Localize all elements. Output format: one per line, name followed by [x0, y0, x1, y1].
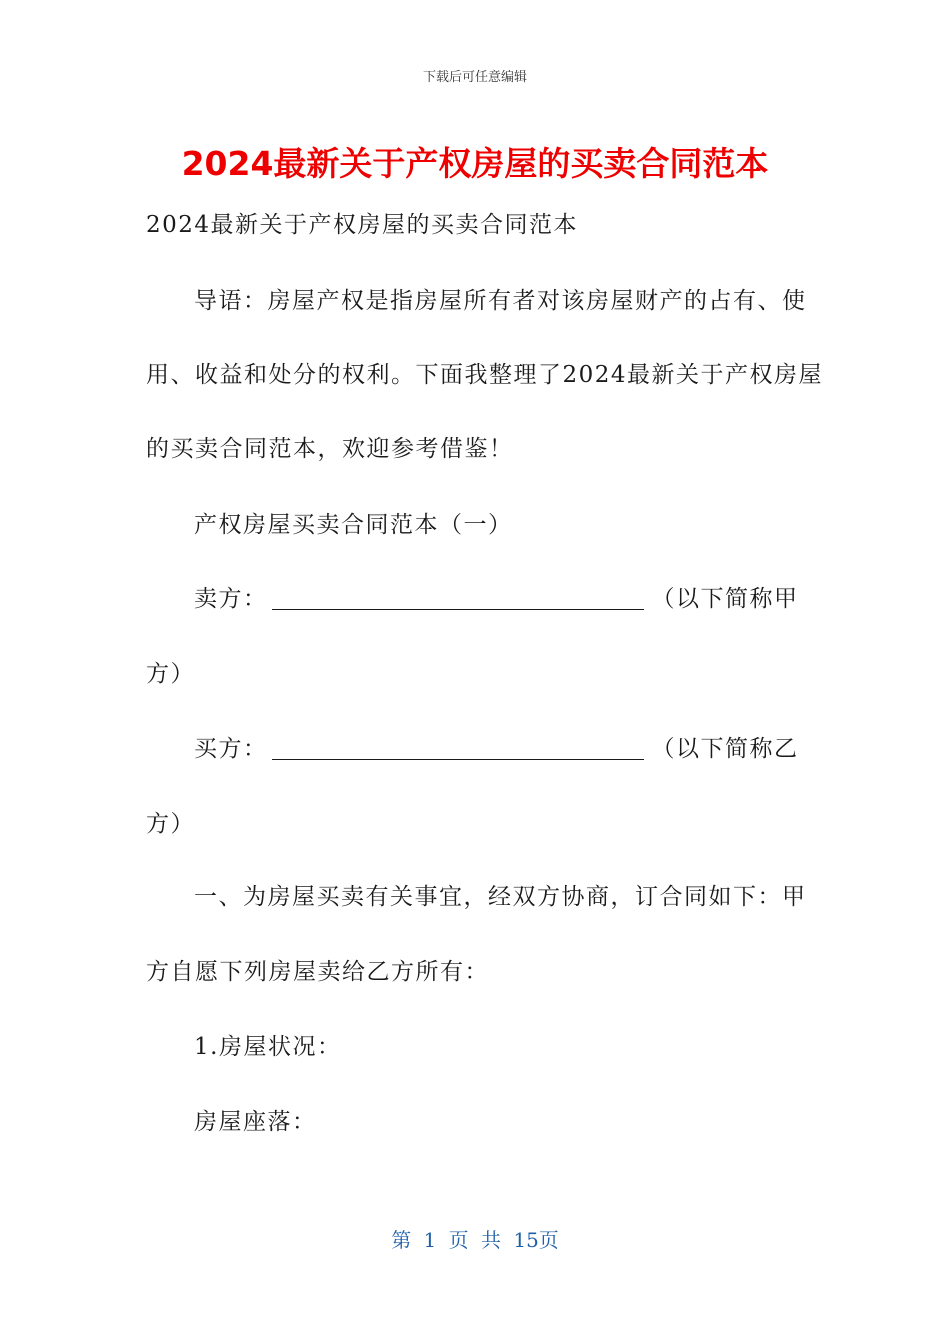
intro-paragraph-line-2: 用、收益和处分的权利。下面我整理了2024最新关于产权房屋	[146, 362, 824, 388]
intro-paragraph-line-3: 的买卖合同范本，欢迎参考借鉴！	[146, 436, 514, 462]
clause-1-line-2: 方自愿下列房屋卖给乙方所有：	[146, 959, 489, 985]
buyer-blank-line	[272, 739, 644, 760]
item-house-location: 房屋座落：	[194, 1109, 317, 1135]
section-heading: 产权房屋买卖合同范本（一）	[194, 512, 513, 538]
clause-1-line-1: 一、为房屋买卖有关事宜，经双方协商，订合同如下：甲	[194, 884, 807, 910]
intro-paragraph-line-1: 导语：房屋产权是指房屋所有者对该房屋财产的占有、使	[194, 288, 807, 314]
seller-blank-line	[272, 589, 644, 610]
buyer-suffix: （以下简称乙	[651, 736, 799, 762]
buyer-label: 买方：	[194, 736, 268, 762]
seller-line	[194, 580, 799, 613]
buyer-wrap: 方）	[146, 811, 195, 837]
document-subtitle: 2024最新关于产权房屋的买卖合同范本	[146, 212, 579, 238]
seller-suffix: （以下简称甲	[651, 586, 799, 612]
seller-wrap: 方）	[146, 661, 195, 687]
seller-label: 卖方：	[194, 586, 268, 612]
document-title: 2024最新关于产权房屋的买卖合同范本	[181, 144, 769, 183]
header-note: 下载后可任意编辑	[422, 70, 527, 85]
page-footer: 第 1 页 共 15页	[391, 1228, 559, 1252]
item-1-house-status: 1.房屋状况：	[194, 1034, 342, 1060]
buyer-line	[194, 730, 799, 763]
